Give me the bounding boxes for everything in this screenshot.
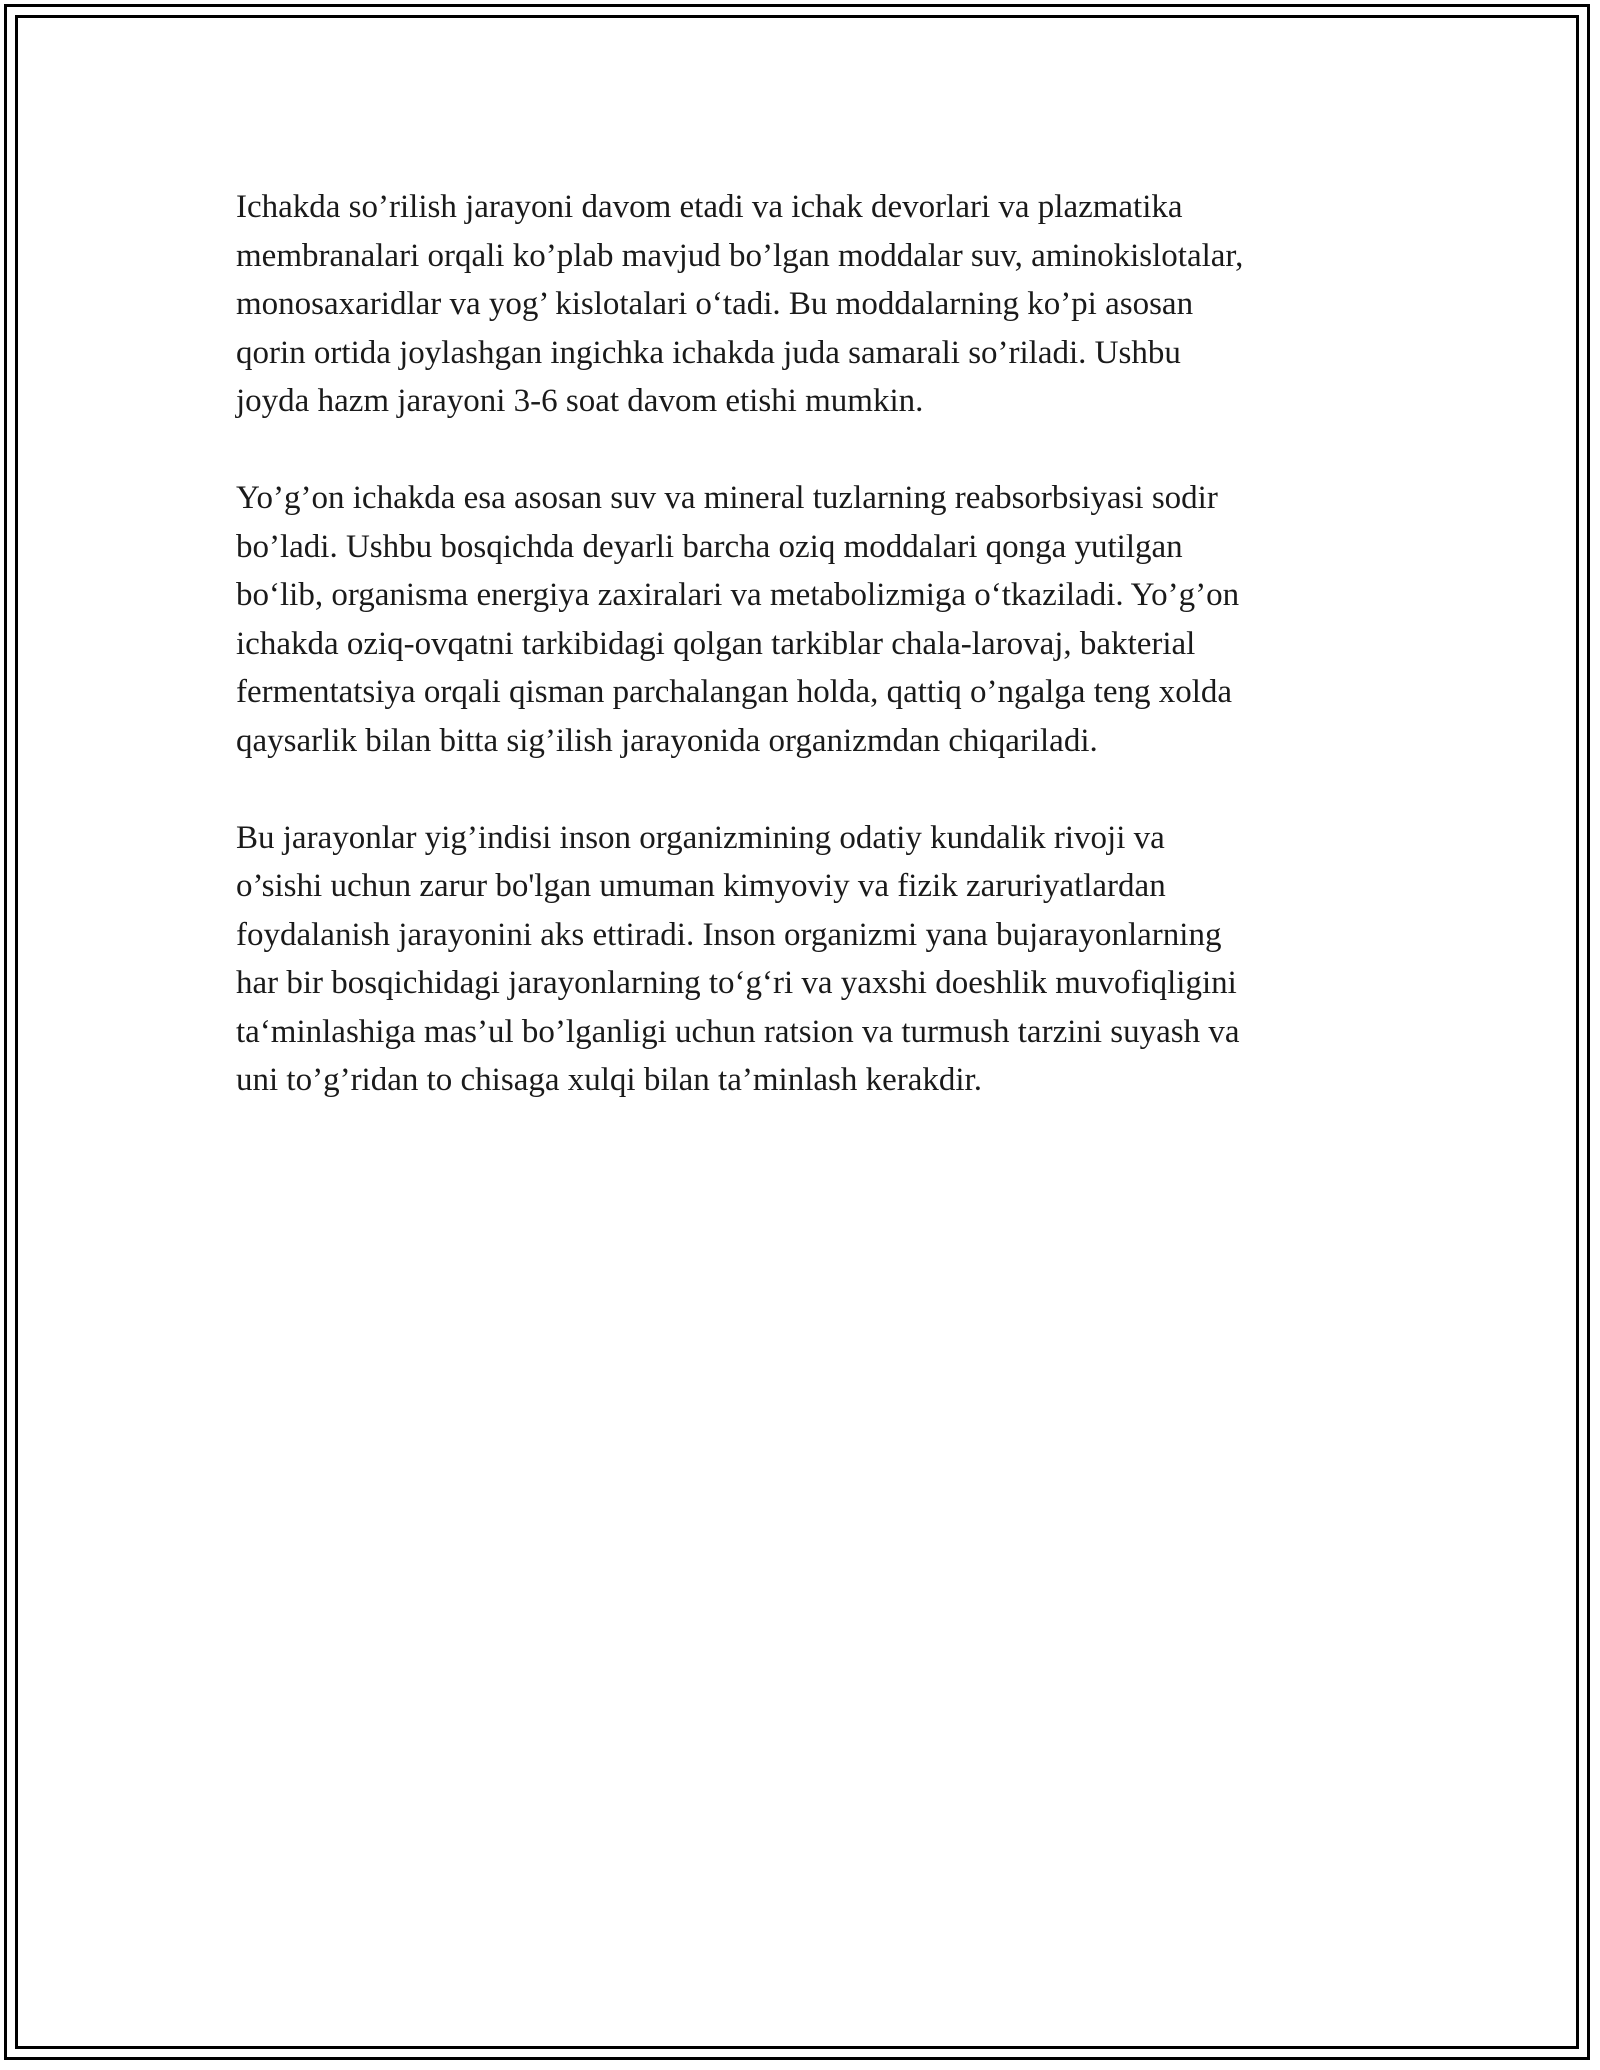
document-body xyxy=(236,183,1376,1153)
paragraph-line: qorin ortida joylashgan ingichka ichakda juda samarali so’riladi. Ushbu xyxy=(236,334,1181,371)
paragraph-line: uni to’g’ridan to chisaga xulqi bilan ta’minlash kerakdir. xyxy=(236,1062,982,1098)
paragraph-line: ta‘minlashiga mas’ul bo’lganligi uchun ratsion va turmush tarzini suyash va xyxy=(236,1013,1240,1050)
paragraph-2 xyxy=(236,474,1376,765)
paragraph-line: qaysarlik bilan bitta sig’ilish jarayonida organizmdan chiqariladi. xyxy=(236,722,1098,759)
paragraph-3 xyxy=(236,814,1376,1105)
paragraph-line: monosaxaridlar va yog’ kislotalari o‘tadi. Bu moddalarning ko’pi asosan xyxy=(236,286,1194,322)
paragraph-line: foydalanish jarayonini aks ettiradi. Inson organizmi yana bujarayonlarning xyxy=(236,916,1222,953)
paragraph-line: har bir bosqichidagi jarayonlarning to‘g‘ri va yaxshi doeshlik muvofiqligini xyxy=(236,965,1237,1001)
paragraph-line: fermentatsiya orqali qisman parchalangan holda, qattiq o’ngalga teng xolda xyxy=(236,674,1233,710)
paragraph-line: ichakda oziq-ovqatni tarkibidagi qolgan tarkiblar chala-larovaj, bakterial xyxy=(236,625,1196,662)
paragraph-line: Bu jarayonlar yig’indisi inson organizmining odatiy kundalik rivoji va xyxy=(236,819,1165,856)
paragraph-line: membranalari orqali ko’plab mavjud bo’lgan moddalar suv, aminokislotalar, xyxy=(236,237,1244,274)
paragraph-line: joyda hazm jarayoni 3-6 soat davom etishi mumkin. xyxy=(236,383,924,419)
paragraph-1 xyxy=(236,183,1376,426)
paragraph-line: bo’ladi. Ushbu bosqichda deyarli barcha oziq moddalari qonga yutilgan xyxy=(236,528,1183,565)
paragraph-line: o’sishi uchun zarur bo'lgan umuman kimyoviy va fizik zaruriyatlardan xyxy=(236,868,1166,904)
paragraph-line: bo‘lib, organisma energiya zaxiralari va metabolizmiga o‘tkaziladi. Yo’g’on xyxy=(236,577,1240,613)
paragraph-line: Ichakda so’rilish jarayoni davom etadi va ichak devorlari va plazmatika xyxy=(236,189,1183,225)
paragraph-line: Yo’g’on ichakda esa asosan suv va mineral tuzlarning reabsorbsiyasi sodir xyxy=(236,480,1218,516)
